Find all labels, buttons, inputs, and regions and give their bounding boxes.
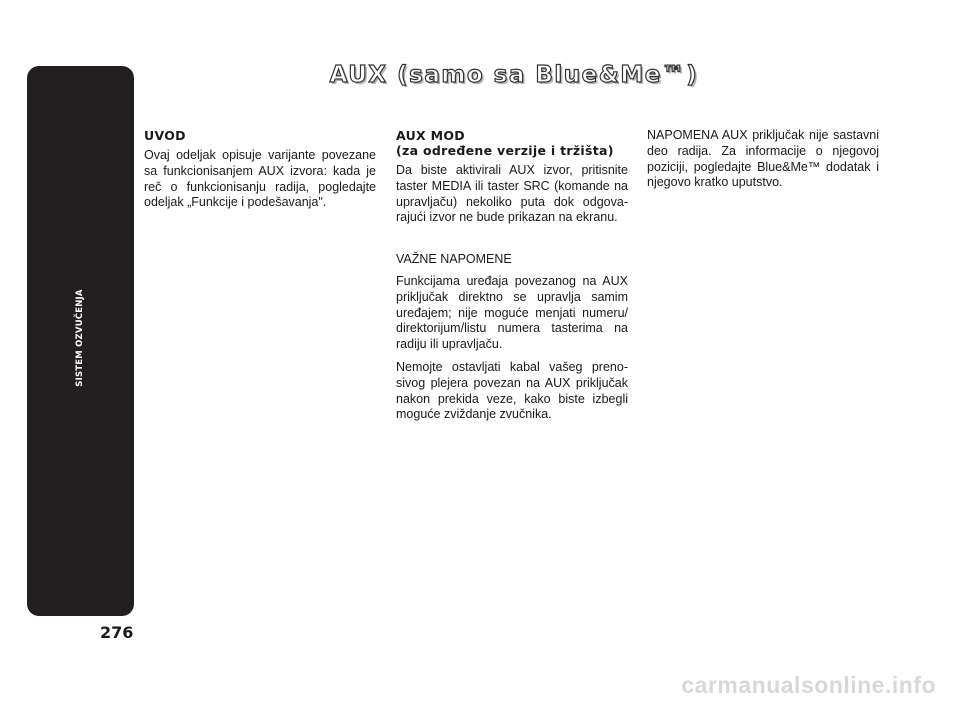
- note-paragraph: NAPOMENA AUX priključak nije sastavni deo radija. Za informacije o njegovoj poziciji, pogledajte Blue&Me™ dodatak i njegovo kratko uputstvo.: [647, 128, 879, 190]
- intro-paragraph: Ovaj odeljak opisuje varijante povezane sa funkcionisanjem AUX izvora: kada je reč o funkcionisanju radija, pogledajte odeljak „Funkcije i podešavanja".: [144, 148, 376, 210]
- important-note-2: Nemojte ostavljati kabal vašeg prenosivog plejera povezan na AUX priključak nakon prekida veze, kako biste izbegli moguće zviždanje zvučnika.: [396, 359, 628, 422]
- column-aux-mode: [396, 128, 628, 430]
- aux-mode-heading: [396, 128, 628, 158]
- column-note: [647, 128, 879, 198]
- page-title: AUX (samo sa Blue&Me™): [329, 62, 699, 88]
- important-notes-heading: VAŽNE NAPOMENE: [396, 252, 512, 267]
- important-note-1: Funkcijama uređaja povezanog na AUX priključak direktno se upravlja samim uređajem; nije moguće menjati numeru/ direktorijum/listu numera tasterima na radiju ili upravljaču.: [396, 273, 628, 352]
- column-intro: [144, 128, 376, 218]
- intro-heading: UVOD: [144, 128, 186, 143]
- watermark: carmanualsonline.info: [681, 672, 936, 698]
- aux-mode-paragraph: Da biste aktivirali AUX izvor, pritisnite taster MEDIA ili taster SRC (komande na upravljaču) nekoliko puta dok odgovarajući izvor ne bude prikazan na ekranu.: [396, 163, 628, 225]
- page-number: 276: [100, 623, 134, 642]
- aux-mode-heading-line2: (za određene verzije i tržišta): [396, 143, 614, 158]
- section-label: SISTEM OZVUČENJA: [75, 289, 85, 387]
- aux-mode-heading-line1: AUX MOD: [396, 128, 465, 143]
